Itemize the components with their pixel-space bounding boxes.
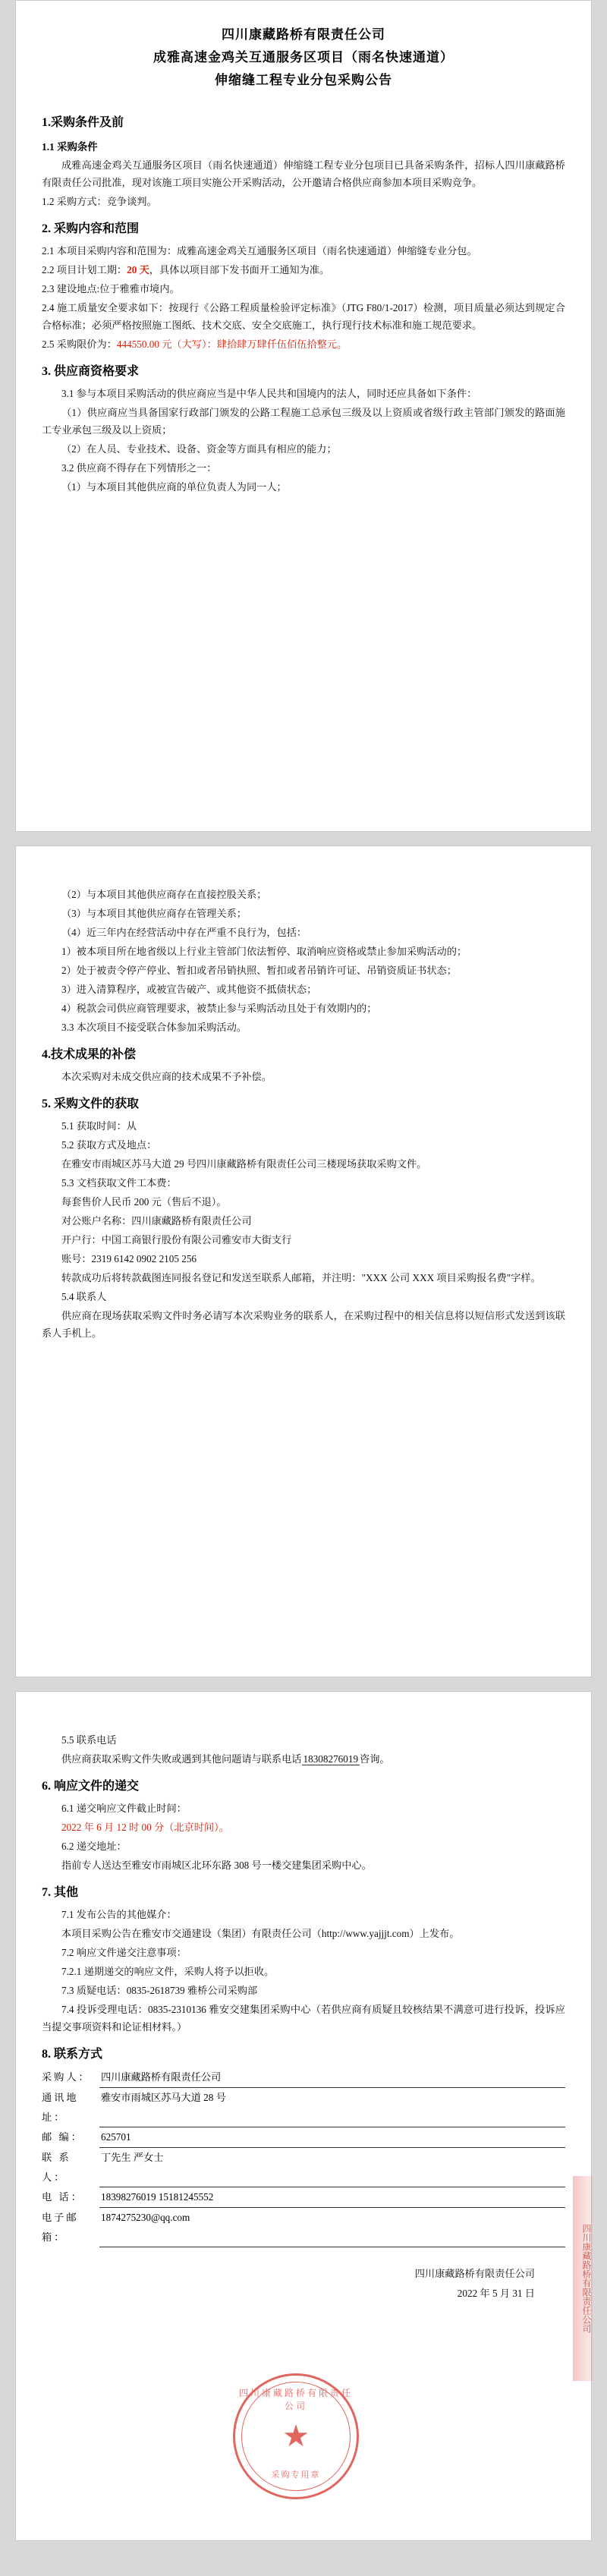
submission-deadline-value: 2022 年 6 月 12 时 00 分（北京时间）。 — [61, 1822, 229, 1833]
section-5-3-3-text: 开户行：中国工商银行股份有限公司雅安市大街支行 — [61, 1234, 292, 1245]
list-item: 2）处于被责令停产停业、暂扣或者吊销执照、暂扣或者吊销许可证、吊销资质证书状态； — [61, 965, 457, 976]
section-2-1-text: 2.1 本项目采购内容和范围为：成雅高速金鸡关互通服务区项目（雨名快速通道）伸缩缝专业分包。 — [42, 245, 477, 257]
section-5-heading: 5. 采购文件的获取 — [42, 1097, 140, 1110]
section-7-2-1-text: 7.2.1 递期递交的响应文件，采购人将予以拒收。 — [61, 1966, 275, 1977]
document-sheet-1 — [15, 0, 592, 832]
section-5-2-text: 在雅安市雨城区苏马大道 29 号四川康藏路桥有限责任公司三楼现场获取采购文件。 — [61, 1158, 427, 1170]
section-5-3-5-text: 转款成功后将转款截图连同报名登记和发送至联系人邮箱，并注明："XXX 公司 XXX 项目采购报名费"字样。 — [61, 1272, 541, 1283]
document-sheet-2 — [15, 846, 592, 1677]
contact-value: 丁先生 严女士 — [99, 2148, 565, 2187]
section-5-2-prefix: 5.2 获取方式及地点： — [61, 1139, 157, 1151]
section-2-5-prefix: 2.5 采购限价为： — [42, 339, 117, 350]
section-5-3-4-text: 账号：2319 6142 0902 2105 256 — [61, 1253, 197, 1264]
contact-list — [42, 2067, 565, 2247]
section-2-2-prefix: 2.2 项目计划工期： — [42, 264, 127, 276]
section-5-1-text — [42, 1117, 565, 1135]
section-4-heading: 4.技术成果的补偿 — [42, 1048, 137, 1061]
section-3-1-1-text: （1）供应商应当具备国家行政部门颁发的公路工程施工总承包三级及以上资质或省级行政主管部门颁发的路面施工专业承包三级及以上资质； — [42, 407, 565, 436]
contact-row — [42, 2088, 565, 2127]
title-line-1: 四川康藏路桥有限责任公司 — [222, 27, 385, 42]
signature-area — [42, 2264, 565, 2304]
section-5-4-text: 5.4 联系人 — [61, 1291, 107, 1302]
section-7-3-text: 7.3 质疑电话：0835-2618739 雅桥公司采购部 — [61, 1985, 258, 1996]
contact-value: 雅安市雨城区苏马大道 28 号 — [99, 2088, 565, 2127]
contact-row — [42, 2127, 565, 2148]
contact-value: 1874275230@qq.com — [99, 2208, 565, 2247]
purchase-price-limit: 444550.00 元（大写）：肆拾肆万肆仟伍佰伍拾整元。 — [116, 339, 348, 350]
section-8-heading: 8. 联系方式 — [42, 2048, 103, 2061]
contact-label: 联 系 人： — [42, 2152, 71, 2183]
section-6-heading: 6. 响应文件的递交 — [42, 1780, 140, 1793]
section-2-3-text: 2.3 建设地点:位于雅雅市境内。 — [42, 283, 180, 294]
contact-row — [42, 2148, 565, 2187]
list-item: （2）与本项目其他供应商存在直接控股关系； — [61, 889, 267, 900]
section-6-2-text: 6.2 递交地址： — [61, 1841, 127, 1852]
section-7-2-text: 7.2 响应文件递交注意事项： — [61, 1947, 187, 1958]
project-duration-value: 20 天 — [127, 264, 149, 276]
contact-label: 电 话： — [42, 2191, 83, 2203]
contact-label: 采购人： — [42, 2071, 91, 2083]
section-5-5-heading: 5.5 联系电话 — [61, 1734, 117, 1746]
contact-value: 625701 — [99, 2127, 565, 2148]
section-7-1-body: 本项目采购公告在雅安市交通建设（集团）有限责任公司（http://www.yajjjt.com）上发布。 — [61, 1928, 460, 1939]
star-icon: ★ — [282, 2419, 310, 2453]
section-5-5-suffix: 咨询。 — [360, 1753, 390, 1765]
section-1-heading: 1.采购条件及前 — [42, 116, 124, 129]
section-6-1-text: 6.1 递交响应文件截止时间： — [61, 1803, 187, 1814]
section-5-4-body: 供应商在现场获取采购文件时务必请写本次采购业务的联系人，在采购过程中的相关信息将以短信形式发送到该联系人手机上。 — [42, 1310, 565, 1339]
section-2-5-text — [42, 335, 565, 353]
section-1-1-heading: 1.1 采购条件 — [42, 141, 98, 153]
list-item: （3）与本项目其他供应商存在管理关系； — [61, 908, 247, 919]
section-5-3-2-text: 对公账户名称：四川康藏路桥有限责任公司 — [61, 1215, 252, 1227]
signature-company: 四川康藏路桥有限责任公司 — [414, 2268, 535, 2279]
seal-top-text: 四川康藏路桥有限责任公司 — [238, 2388, 353, 2411]
section-5-1-prefix: 5.1 获取时间：从 — [61, 1120, 137, 1132]
section-2-4-text: 2.4 施工质量安全要求如下：按现行《公路工程质量检验评定标准》（JTG F80/1-2017）检测，项目质量必须达到规定合合格标准；必须严格按照施工图纸、技术交底、安全交底施工，执行现行技术标准和施工规范要求。 — [42, 302, 565, 331]
section-3-1-text: 3.1 参与本项目采购活动的供应商应当是中华人民共和国境内的法人，同时还应具备如下条件： — [61, 388, 477, 399]
section-7-1-text: 7.1 发布公告的其他媒介： — [61, 1909, 177, 1920]
contact-row — [42, 2208, 565, 2247]
signature-date: 2022 年 5 月 31 日 — [457, 2288, 535, 2299]
list-item: 3）进入清算程序，或被宣告破产、或其他资不抵债状态； — [61, 984, 317, 995]
section-5-3-1-text: 每套售价人民币 200 元（售后不退）。 — [61, 1196, 227, 1208]
company-seal-stamp — [233, 2373, 359, 2499]
contact-value: 四川康藏路桥有限责任公司 — [99, 2067, 565, 2088]
list-item: 1）被本项目所在地省级以上行业主管部门依法暂停、取消响应资格或禁止参加采购活动的； — [61, 946, 467, 957]
section-5-5-prefix: 供应商获取采购文件失败或遇到其他问题请与联系电话 — [61, 1753, 302, 1765]
section-6-2-body: 指前专人送达至雅安市雨城区北环东路 308 号一楼交建集团采购中心。 — [61, 1860, 372, 1871]
contact-row — [42, 2187, 565, 2208]
section-3-2-1-text: （1）与本项目其他供应商的单位负责人为同一人； — [61, 481, 287, 493]
section-3-2-text: 3.2 供应商不得存在下列情形之一： — [61, 462, 217, 474]
section-7-4-text: 7.4 投诉受理电话：0835-2310136 雅安交建集团采购中心（若供应商有质疑且较核结果不满意可进行投诉，投诉应当提交事项资料和论证相材料。） — [42, 2004, 565, 2033]
document-sheet-3 — [15, 1691, 592, 2541]
title-line-3: 伸缩缝工程专业分包采购公告 — [215, 73, 392, 87]
contact-label: 通讯地址： — [42, 2092, 79, 2123]
section-1-1-text: 成雅高速金鸡关互通服务区项目（雨名快速通道）伸缩缝工程专业分包项目已具备采购条件，招标人四川康藏路桥有限责任公司批准，现对该施工项目实施公开采购活动，公开邀请合格供应商参加本项目采购竞争。 — [42, 159, 565, 188]
section-5-5-text — [42, 1750, 565, 1768]
edge-seal-mark: 四川康藏路桥有限责任公司 — [573, 2176, 593, 2381]
document-title-block — [42, 24, 565, 92]
section-1-2-text: 1.2 采购方式：竞争谈判。 — [42, 196, 157, 207]
seal-bottom-text: 采购专用章 — [271, 2471, 321, 2480]
list-item: （4）近三年内在经营活动中存在严重不良行为，包括： — [61, 927, 307, 938]
section-2-2-suffix: ，具体以项目部下发书面开工通知为准。 — [149, 264, 330, 276]
section-4-text: 本次采购对未成交供应商的技术成果不予补偿。 — [61, 1071, 272, 1082]
list-item: 3.3 本次项目不接受联合体参加采购活动。 — [61, 1022, 247, 1033]
contact-label: 电子邮箱： — [42, 2212, 79, 2243]
section-7-heading: 7. 其他 — [42, 1886, 79, 1899]
section-2-2-text — [42, 261, 565, 279]
contact-label: 邮 编： — [42, 2131, 83, 2143]
contact-value: 18398276019 15181245552 — [99, 2187, 565, 2208]
section-5-3-text: 5.3 文档获取文件工本费： — [61, 1177, 177, 1189]
title-line-2: 成雅高速金鸡关互通服务区项目（雨名快速通道） — [153, 50, 454, 65]
section-3-heading: 3. 供应商资格要求 — [42, 365, 140, 378]
contact-row — [42, 2067, 565, 2088]
section-3-1-2-text: （2）在人员、专业技术、设备、资金等方面具有相应的能力； — [61, 443, 337, 455]
section-2-heading: 2. 采购内容和范围 — [42, 222, 140, 235]
seal-inner-ring — [241, 2382, 351, 2491]
list-item: 4）税款会司供应商管理要求，被禁止参与采购活动且处于有效期内的； — [61, 1003, 377, 1014]
support-phone-number: 18308276019 — [303, 1753, 359, 1765]
